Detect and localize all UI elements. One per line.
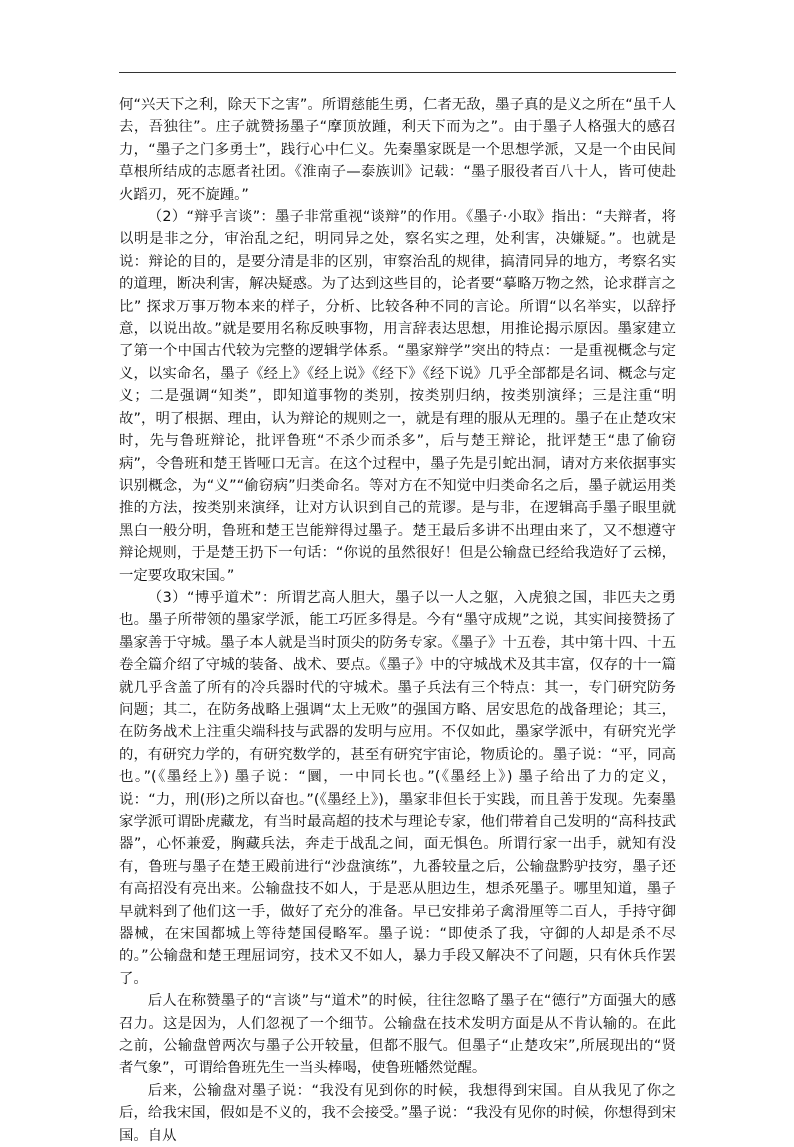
paragraph-4: 后人在称赞墨子的“言谈”与“道术”的时候，往往忽略了墨子在“德行”方面强大的感召力。这是因为，人们忽视了一个细节。公输盘在技术发明方面是从不肯认输的。在此之前，公输盘曾两次与墨子公开较量，但都不服气。但墨子“止楚攻宋”,所展现出的“贤者气象”，可谓给鲁班先生一当头棒喝，使鲁班幡然觉醒。 <box>119 993 676 1077</box>
document-body <box>119 94 676 1147</box>
paragraph-2: （2）“辩乎言谈”：墨子非常重视“谈辩”的作用。《墨子·小取》指出：“夫辩者，将以明是非之分，审治乱之纪，明同异之处，察名实之理，处利害，决嫌疑。”。也就是说：辩论的目的，是要分清是非的区别，审察治乱的规律，搞清同异的地方，考察名实的道理，断决利害，解决疑惑。为了达到这些目的，论者要“摹略万物之然，论求群言之比” 探求万事万物本来的样子，分析、比较各种不同的言论。所谓“以名举实，以辞抒意，以说出故。”就是要用名称反映事物，用言辞表达思想，用推论揭示原因。墨家建立了第一个中国古代较为完整的逻辑学体系。“墨家辩学”突出的特点：一是重视概念与定义，以实命名，墨子《经上》《经上说》《经下》《经下说》几乎全部都是名词、概念与定义；二是强调“知类”，即知道事物的类别，按类别归纳，按类别演绎；三是注重“明故”，明了根据、理由，认为辩论的规则之一，就是有理的服从无理的。墨子在止楚攻宋时，先与鲁班辩论，批评鲁班“不杀少而杀多”，后与楚王辩论，批评楚王“患了偷窃病”，令鲁班和楚王皆哑口无言。在这个过程中，墨子先是引蛇出洞，请对方来依据事实识别概念，为“义”“偷窃病”归类命名。等对方在不知觉中归类命名之后，墨子就运用类推的方法，按类别来演绎，让对方认识到自己的荒谬。是与非，在逻辑高手墨子眼里就黑白一般分明，鲁班和楚王岂能辩得过墨子。楚王最后多讲不出理由来了，又不想遵守辩论规则，于是楚王扔下一句话：“你说的虽然很好！但是公输盘已经给我造好了云梯，一定要攻取宋国。” <box>119 209 676 584</box>
header-rule <box>119 72 676 73</box>
paragraph-5: 后来，公输盘对墨子说：“我没有见到你的时候，我想得到宋国。自从我见了你之后，给我宋国，假如是不义的，我不会接受。”墨子说：“我没有见你的时候，你想得到宋国。自从 <box>119 1082 676 1144</box>
paragraph-3: （3）“博乎道术”：所谓艺高人胆大，墨子以一人之躯，入虎狼之国，非匹夫之勇也。墨子所带领的墨家学派，能工巧匠多得是。今有“墨守成规”之说，其实间接赞扬了墨家善于守城。墨子本人就是当时顶尖的防务专家。《墨子》十五卷，其中第十四、十五卷全篇介绍了守城的装备、战术、要点。《墨子》中的守城战术及其丰富，仅存的十一篇就几乎含盖了所有的冷兵器时代的守城术。墨子兵法有三个特点：其一，专门研究防务问题；其二，在防务战略上强调“太上无败”的强国方略、居安思危的战备理论；其三，在防务战术上注重尖端科技与武器的发明与应用。不仅如此，墨家学派中，有研究光学的，有研究力学的，有研究数学的，甚至有研究宇宙论，物质论的。墨子说：“平，同高也。”(《墨经上》) 墨子说：“圜，一中同长也。”(《墨经上》) 墨子给出了力的定义，说：“力，刑(形)之所以奋也。”(《墨经上》)，墨家非但长于实践，而且善于发现。先秦墨家学派可谓卧虎藏龙，有当时最高超的技术与理论专家，他们带着自己发明的“高科技武器”，心怀兼爱，胸藏兵法，奔走于战乱之间，面无惧色。所谓行家一出手，就知有没有，鲁班与墨子在楚王殿前进行“沙盘演练”，九番较量之后，公输盘黔驴技穷，墨子还有高招没有亮出来。公输盘技不如人，于是恶从胆边生，想杀死墨子。哪里知道，墨子早就料到了他们这一手，做好了充分的准备。早已安排弟子禽滑厘等二百人，手持守御器械，在宋国都城上等待楚国侵略军。墨子说：“即使杀了我，守御的人却是杀不尽的。”公输盘和楚王理屈词穷，技术又不如人，暴力手段又解决不了问题，只有休兵作罢了。 <box>119 589 676 987</box>
paragraph-1: 何“兴天下之利，除天下之害”。所谓慈能生勇，仁者无敌，墨子真的是义之所在“虽千人去，吾独往”。庄子就赞扬墨子“摩顶放踵，利天下而为之”。由于墨子人格强大的感召力，“墨子之门多勇士”，践行心中仁义。先秦墨家既是一个思想学派，又是一个由民间草根所结成的志愿者社团。《淮南子—泰族训》记载：“墨子服役者百八十人，皆可使赴火蹈刃，死不旋踵。” <box>119 97 676 203</box>
